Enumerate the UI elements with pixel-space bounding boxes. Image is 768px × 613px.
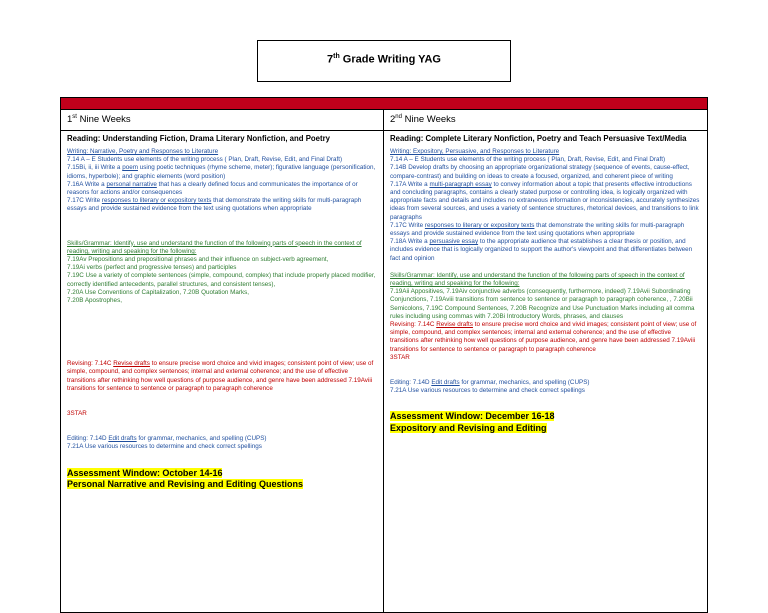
col1-content <box>61 131 384 613</box>
col2-content <box>384 131 708 613</box>
col2-heading: 2nd Nine Weeks <box>384 110 708 131</box>
col1-assessment: Assessment Window: October 14-16 Personal Narrative and Revising and Editing Questions <box>67 467 304 489</box>
col1-editing: Editing: 7.14D Edit drafts for grammar, mechanics, and spelling (CUPS) 7.21A Use various resources to determine and check correct spellings <box>67 435 267 451</box>
yag-table <box>60 97 708 613</box>
col1-revising: Revising: 7.14C Revise drafts to ensure precise word choice and vivid images; consistent point of view; use of simple, compound, and complex sentences; internal and external coherence; and the use of effective transitions after rethinking how well questions of purpose audience, and genre have been addressed 7.19Aviii transitions for sentence to sentence or paragraph to paragraph coherence 3STAR <box>67 360 377 418</box>
col2-reading: Reading: Complete Literary Nonfiction, Poetry and Teach Persuasive Text/Media <box>390 134 687 143</box>
color-band <box>61 98 708 110</box>
title-box <box>257 40 511 82</box>
col2-grammar: Skills/Grammar: Identify, use and understand the function of the following parts of speech in the context of reading, writing and speaking for the following: 7.19Aii Appositives, 7.19Aiv conjunctive adverbs (consequently, furthermore, indeed) 7.19Avii Subordinating Conjunctions, 7.19Aviii transitions from sentence to sentence or paragraph to paragraph coherence, , 7.20Bii Semicolons, 7.19C Compound Sentences, 7.20B Recognize and Use Punctuation Marks including all comma rules including using commas with 7.20Bi Introductory Words, phrases, and clauses <box>390 271 695 320</box>
col1-star: 3STAR <box>67 410 87 418</box>
page-title: 7th Grade Writing YAG <box>326 53 441 66</box>
col2-star: 3STAR <box>390 353 410 361</box>
col2-revising: Revising: 7.14C Revise drafts to ensure precise word choice and vivid images; consistent point of view; use of simple, compound, and complex sentences; internal and external coherence; and the use of effective transitions after rethinking how well questions of purpose audience, and genre have been addressed 7.19Aviii transitions for sentence to sentence or paragraph to paragraph coherence 3STAR <box>390 321 701 362</box>
col1-reading: Reading: Understanding Fiction, Drama Literary Nonfiction, and Poetry <box>67 134 330 143</box>
col2-editing: Editing: 7.14D Edit drafts for grammar, mechanics, and spelling (CUPS) 7.21A Use various resources to determine and check correct spellings <box>390 379 590 395</box>
col2-writing: Writing: Expository, Persuasive, and Responses to Literature 7.14 A – E Students use elements of the writing process ( Plan, Draft, Revise, Edit, and Final Draft) 7.14B Develop drafts by choosing an appropriate organizational strategy (sequence of events, cause-effect, compare-contrast) and building on ideas to create a focused, organized, and coherent piece of writing 7.17A Write a multi-paragraph essay to convey information about a topic that presents effective introductions and concluding paragraphs, contains a clearly stated purpose or controlling idea, is logically organized with appropriate facts and details and includes no extraneous information or inconsistencies, accurately synthesizes ideas from several sources, and uses a variety of sentence structures, rhetorical devices, and transitions to link paragraphs 7.17C Write responses to literary or expository texts that demonstrate the writing skills for multi-paragraph essays and provide sustained evidence from the text using quotations when appropriate 7.18A Write a persuasive essay to the appropriate audience that establishes a clear thesis or position, and includes evidence that is logically organized to support the author's viewpoint and that differentiates between fact and opinion <box>390 148 700 262</box>
col2-assessment: Assessment Window: December 16-18 Expository and Revising and Editing <box>390 411 555 433</box>
col1-heading: 1st Nine Weeks <box>61 110 384 131</box>
col1-writing: Writing: Narrative, Poetry and Responses to Literature 7.14 A – E Students use elements of the writing process ( Plan, Draft, Revise, Edit, and Final Draft) 7.15Bi, ii, iii Write a poem using poetic techniques (rhyme scheme, meter); figurative language (personification, idioms, hyperbole); and graphic elements (word position) 7.16A Write a personal narrative that has a clearly defined focus and communicates the importance of or reasons for actions and/or consequences 7.17C Write responses to literary or expository texts that demonstrate the writing skills for multi-paragraph essays and provide sustained evidence from the text using quotations when appropriate <box>67 148 376 213</box>
col1-grammar: Skills/Grammar: Identify, use and understand the function of the following parts of speech in the context of reading, writing and speaking for the following: 7.19Av Prepositions and prepositional phrases and their influence on subject-verb agreement, 7.19Ai verbs (perfect and progressive tenses) and participles 7.19C Use a variety of complete sentences (simple, compound, complex) that include properly placed modifier, correctly identified antecedents, parallel structures, and consistent tenses), 7.20A Use Conventions of Capitalization, 7.20B Quotation Marks, 7.20B Apostrophes, <box>67 239 376 305</box>
